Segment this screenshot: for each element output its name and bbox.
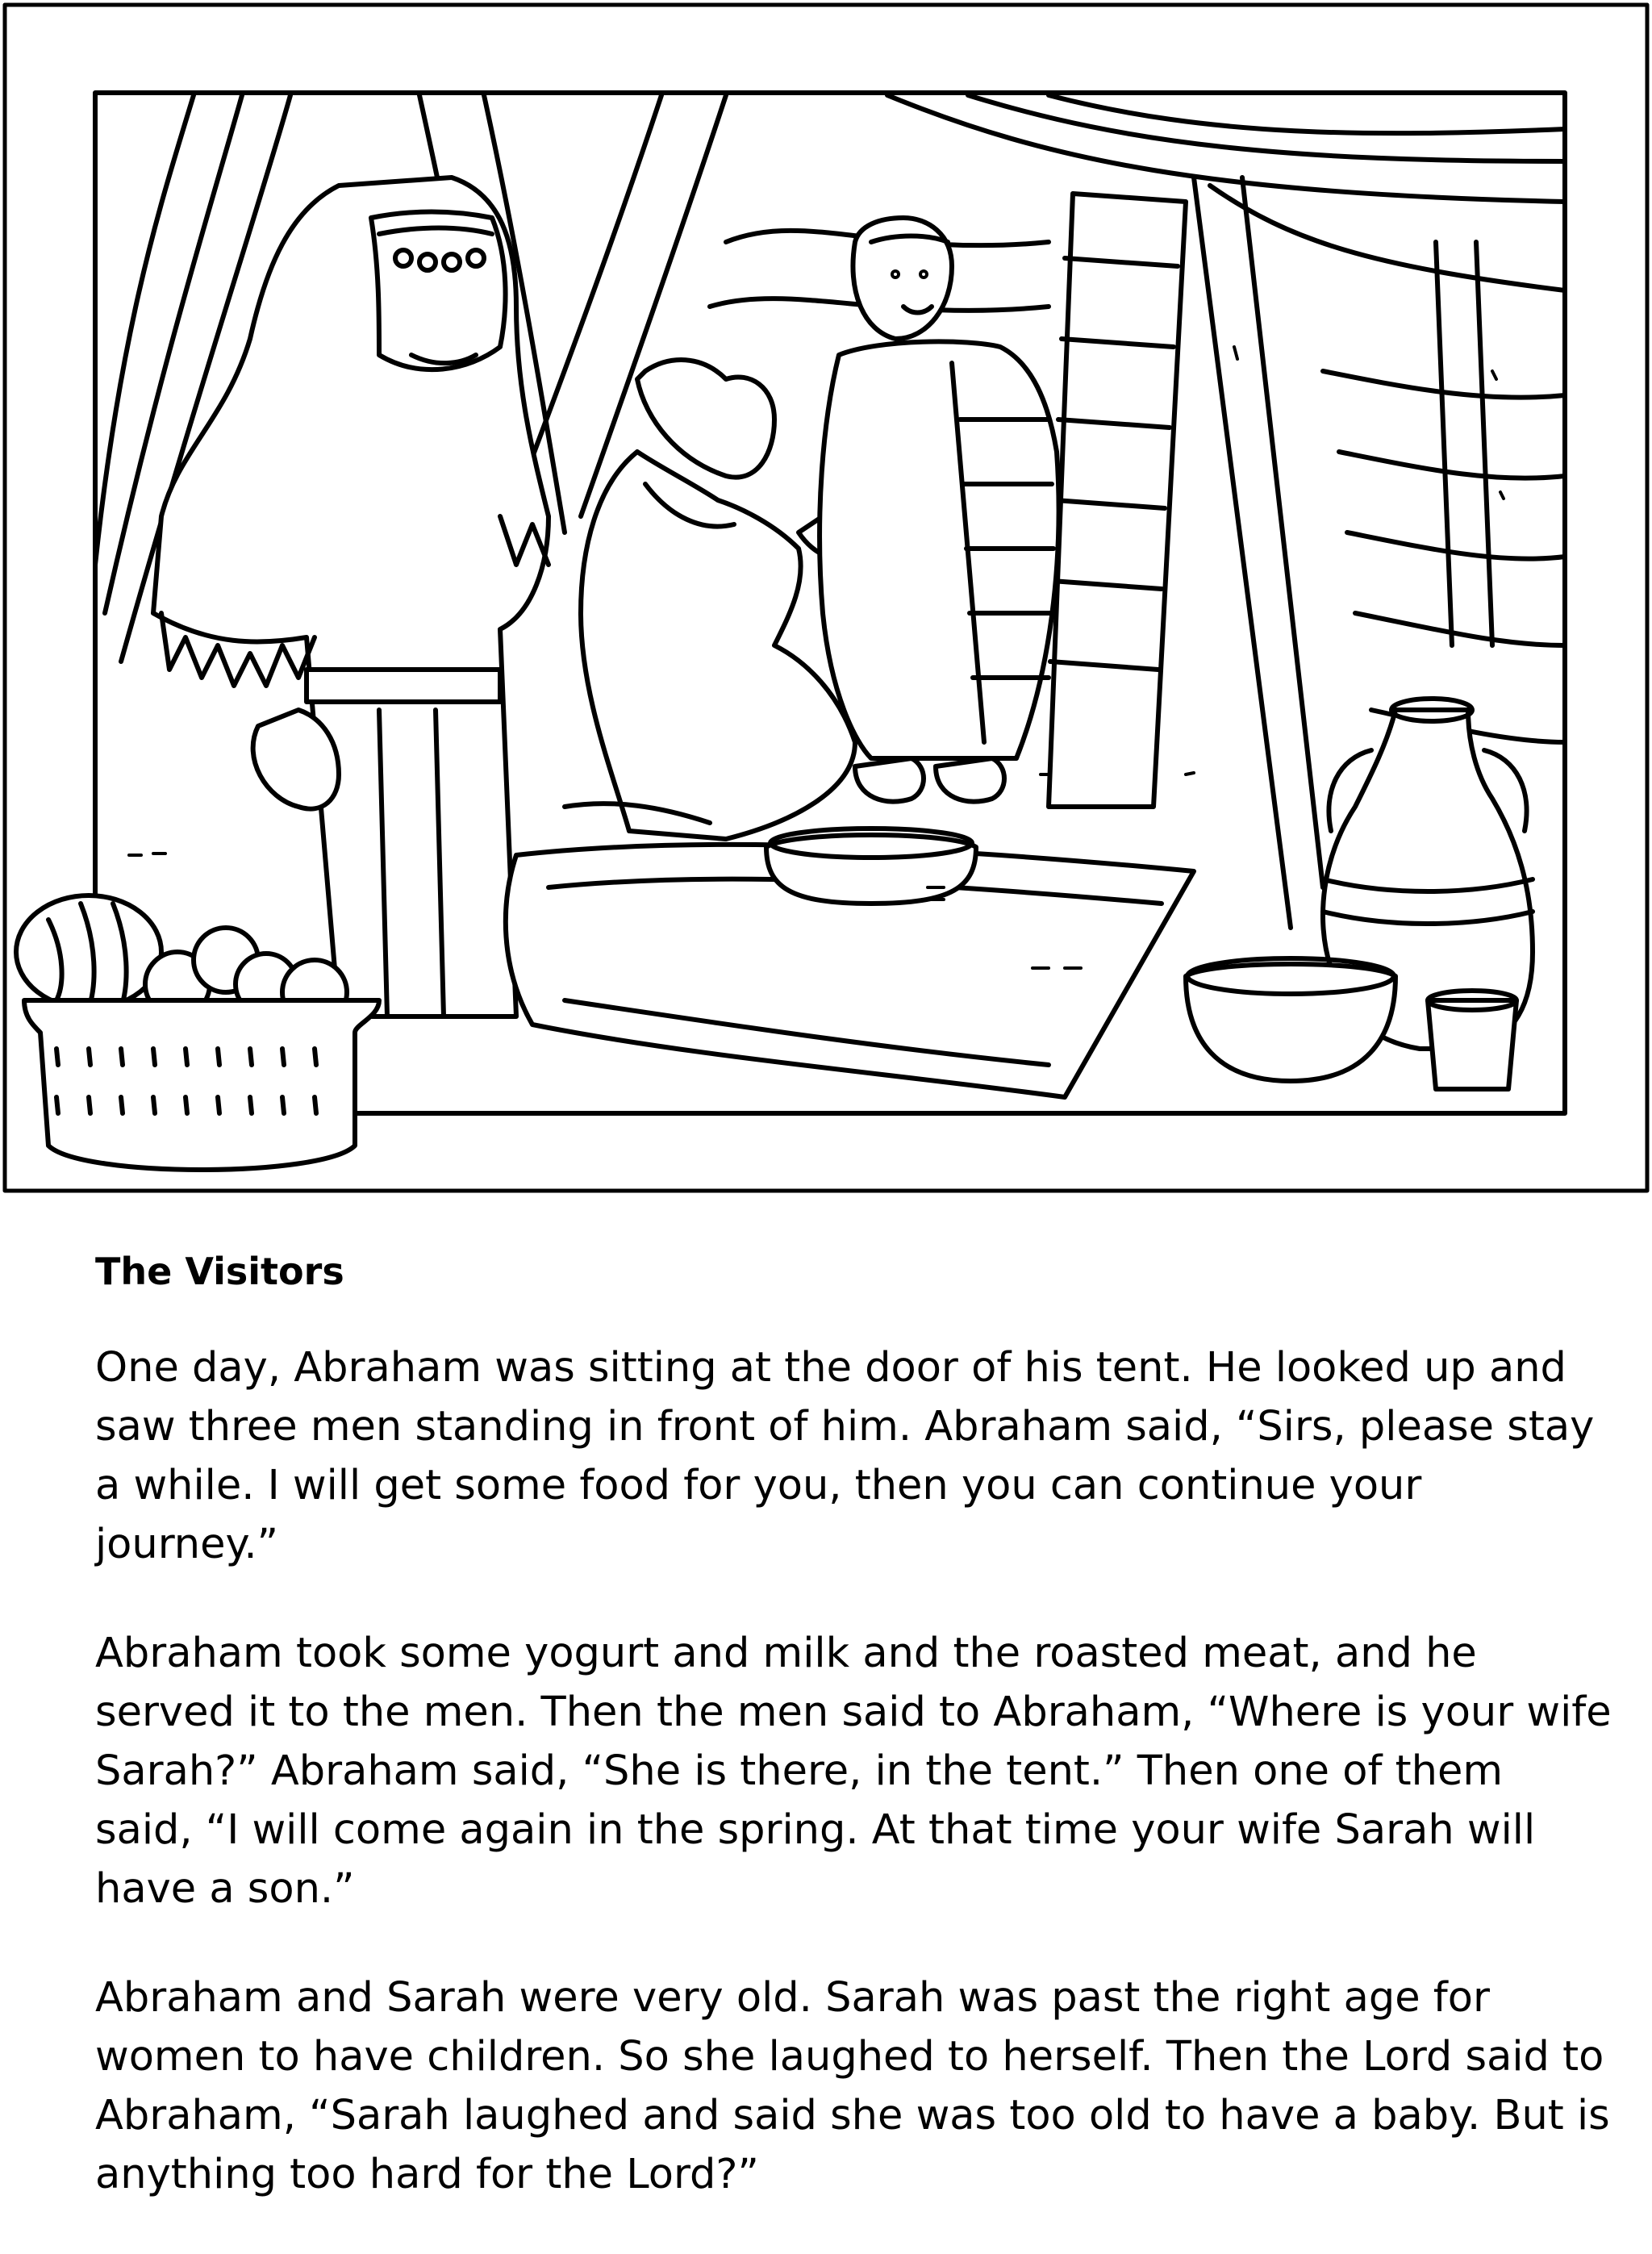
story-paragraph: Abraham and Sarah were very old. Sarah was past the right age for women to have children. So she laughed to herself. Then the Lord said to Abraham, “Sarah laughed and said she was too old to have a baby. But is anything too hard for the Lord?” xyxy=(95,1974,1610,2198)
story-paragraph: One day, Abraham was sitting at the door of his tent. He looked up and saw three men standing in front of him. Abraham said, “Sirs, please stay a while. I will get some food for you, then you can continue your journey.” xyxy=(95,1344,1595,1568)
story-paragraph: Abraham took some yogurt and milk and the roasted meat, and he served it to the men. Then the men said to Abraham, “Where is your wife Sarah?” Abraham said, “She is there, in the tent.” Then one of them said, “I will come again in the spring. At that time your wife Sarah will have a son.” xyxy=(95,1630,1612,1913)
fruit-basket xyxy=(16,895,379,1170)
story-title: The Visitors xyxy=(95,1250,344,1293)
story-text xyxy=(95,1246,1612,2254)
tent-wall-stripes xyxy=(1323,242,1565,742)
sarah-figure xyxy=(153,177,549,1016)
rug xyxy=(506,829,1194,1097)
tent-roof xyxy=(887,95,1565,290)
tent-pole-fabric xyxy=(1049,177,1323,928)
